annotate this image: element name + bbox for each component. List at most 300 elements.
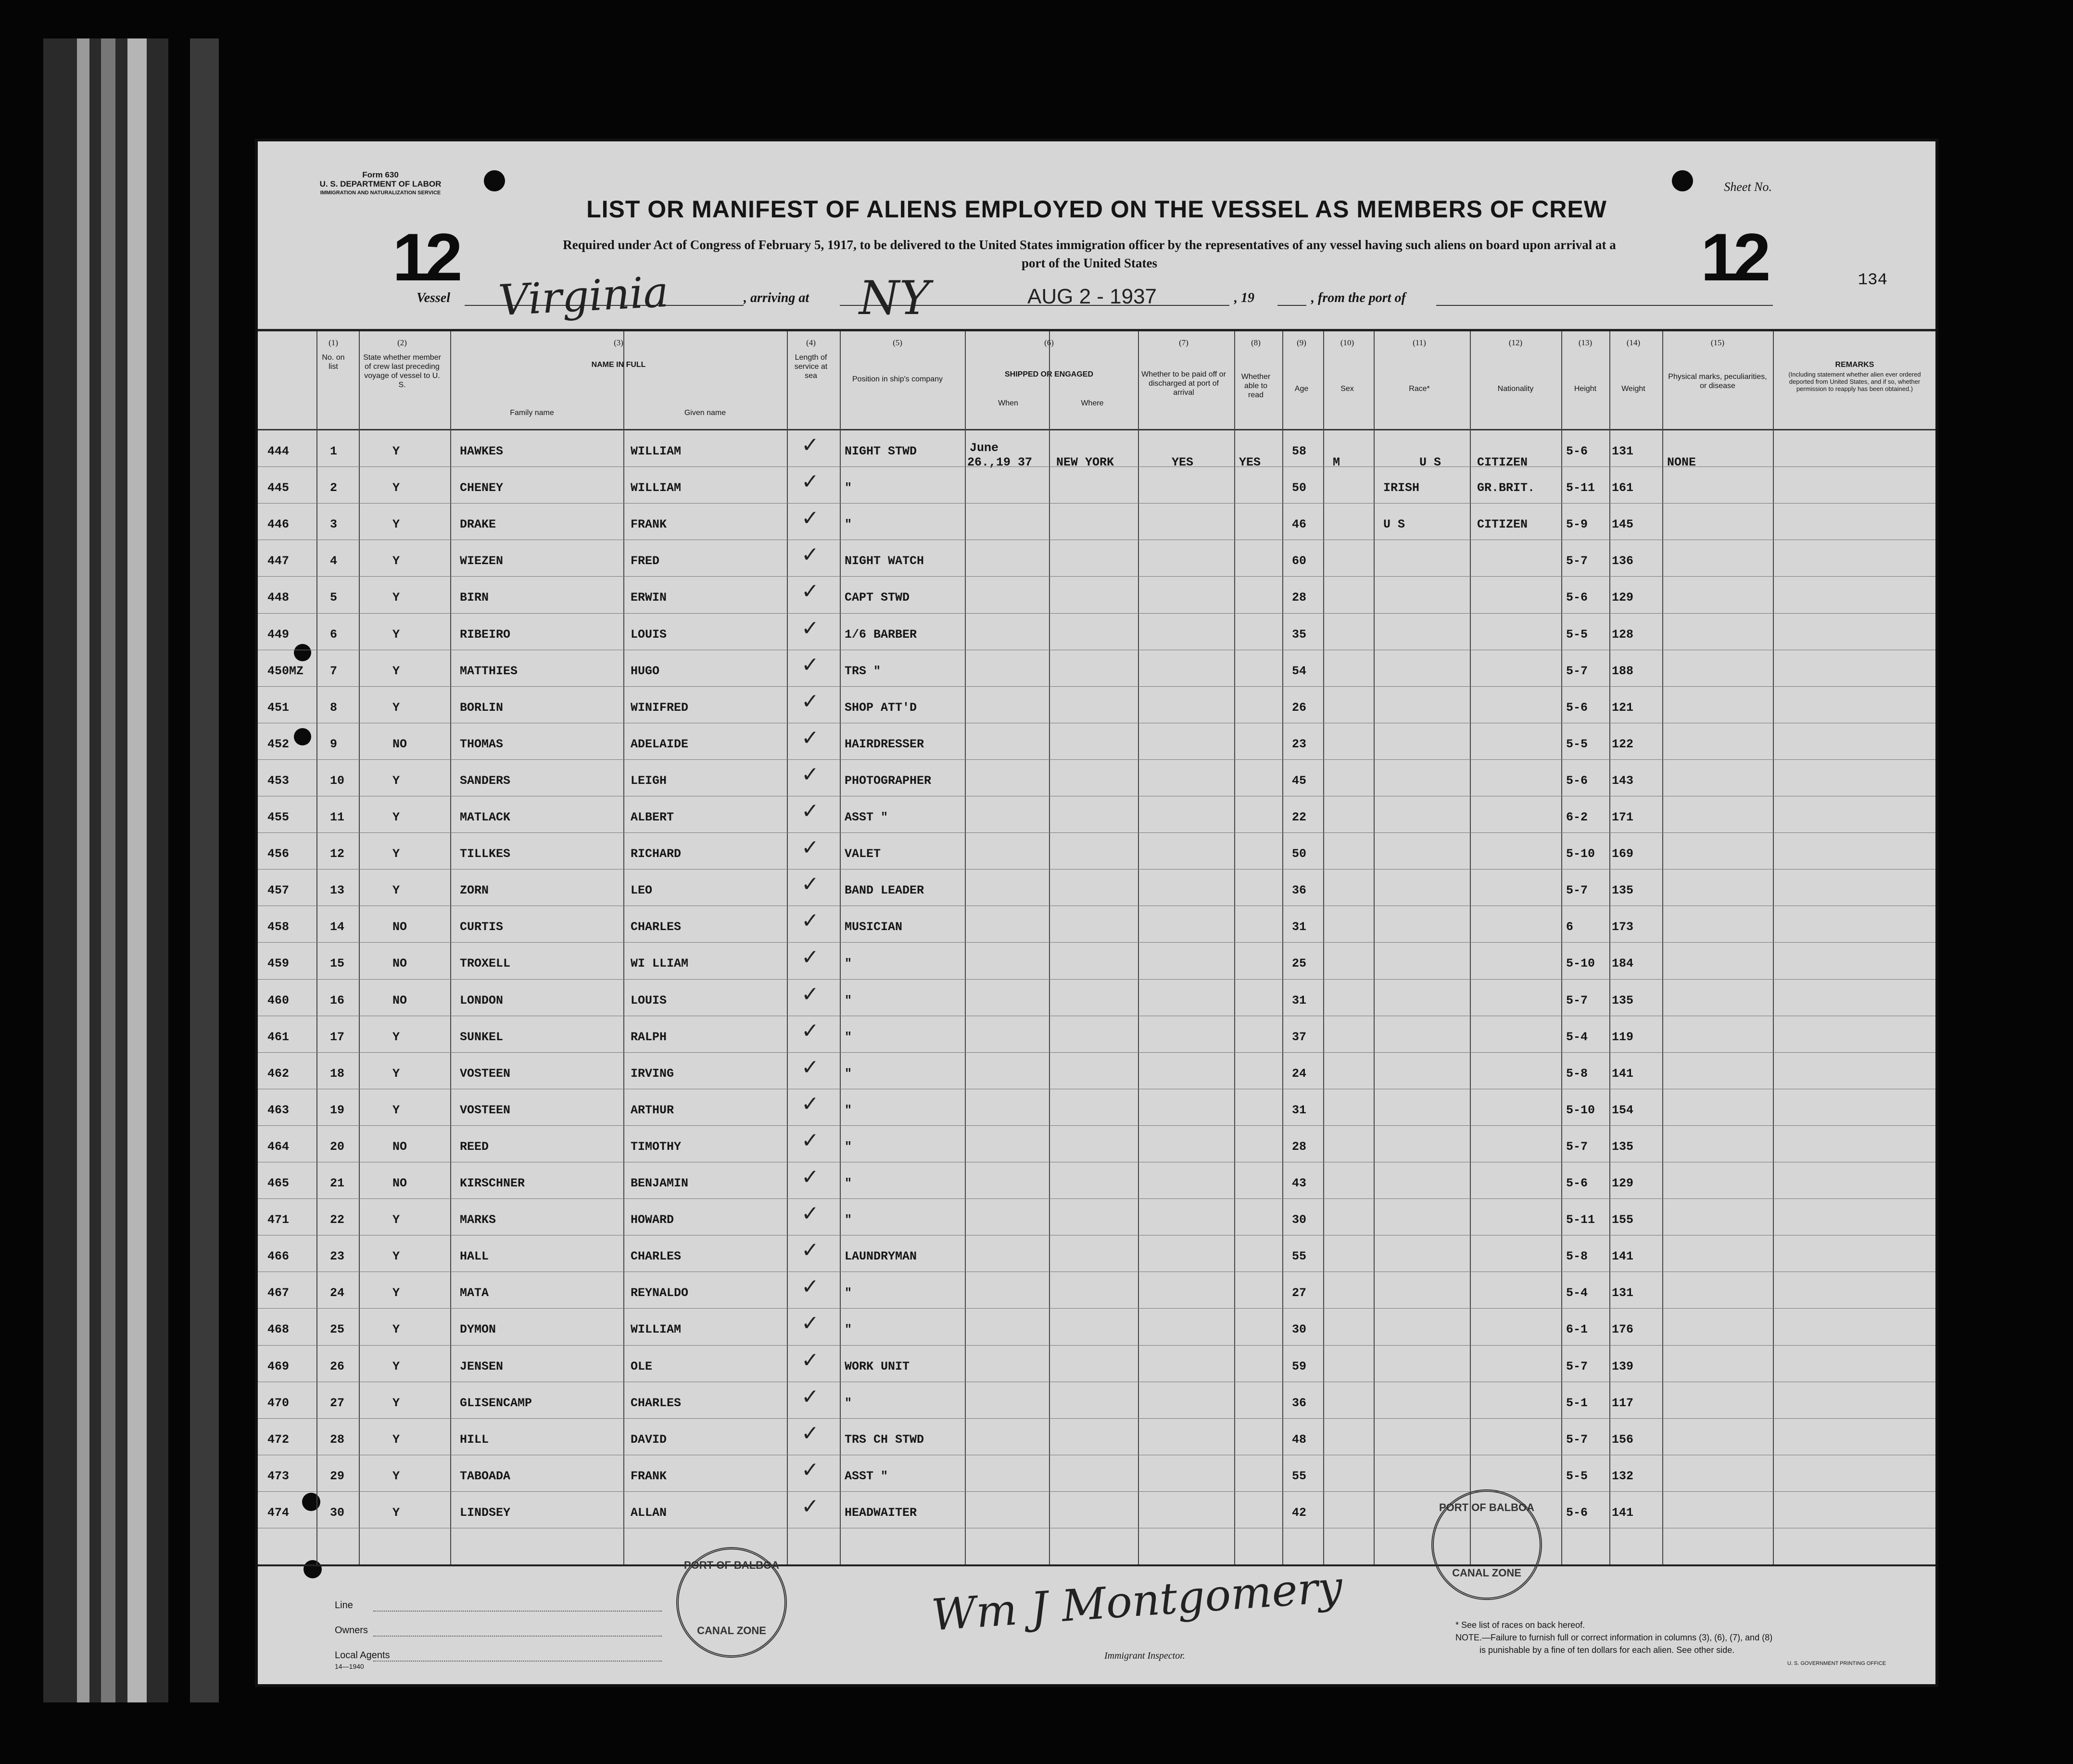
row-family-name: KIRSCHNER <box>460 1176 525 1190</box>
row-ref-number: 469 <box>267 1359 290 1373</box>
row-age: 31 <box>1292 1103 1307 1117</box>
inspector-label: Immigrant Inspector. <box>1104 1651 1185 1661</box>
form-number: Form 630 <box>362 170 399 179</box>
col-num-5: (5) <box>893 338 902 347</box>
row-number: 28 <box>330 1432 345 1447</box>
penalty-note-2: is punishable by a fine of ten dollars for each alien. See other side. <box>1479 1645 1735 1655</box>
crew-manifest-table <box>258 329 1935 1566</box>
penalty-note-1: NOTE.—Failure to furnish full or correct information in columns (3), (6), (7), and (8) <box>1455 1633 1773 1642</box>
row-family-name: ZORN <box>460 883 489 898</box>
row-position: HEADWAITER <box>845 1505 917 1520</box>
length-service-tick: ✓ <box>801 1201 819 1226</box>
date-underline <box>1027 305 1229 306</box>
row-age: 43 <box>1292 1176 1307 1190</box>
owners-label: Owners <box>335 1625 368 1636</box>
row-family-name: THOMAS <box>460 737 504 751</box>
row-age: 46 <box>1292 517 1307 532</box>
table-row <box>258 1162 1935 1198</box>
row-position: SHOP ATT'D <box>845 700 917 715</box>
arriving-label: , arriving at <box>744 290 809 305</box>
table-row <box>258 1491 1935 1527</box>
row-ref-number: 451 <box>267 700 290 715</box>
table-row <box>258 650 1935 686</box>
col-num-8: (8) <box>1251 338 1261 347</box>
row-position: TRS " <box>845 664 881 678</box>
length-service-tick: ✓ <box>801 799 819 823</box>
row-weight: 171 <box>1612 810 1634 824</box>
service-name: IMMIGRATION AND NATURALIZATION SERVICE <box>320 190 441 196</box>
row-age: 24 <box>1292 1066 1307 1081</box>
inspector-signature: Wm J Montgomery <box>930 1562 1344 1641</box>
col-num-1: (1) <box>329 338 338 347</box>
row-position: " <box>845 1030 852 1044</box>
row-height: 5-10 <box>1566 1103 1595 1117</box>
row-state: Y <box>392 664 400 678</box>
row-state: Y <box>392 810 400 824</box>
table-row <box>258 942 1935 978</box>
form-header-block <box>316 170 445 198</box>
row-number: 19 <box>330 1103 345 1117</box>
row-family-name: DRAKE <box>460 517 496 532</box>
row-number: 9 <box>330 737 338 751</box>
row-position: PHOTOGRAPHER <box>845 773 932 788</box>
table-row <box>258 1089 1935 1125</box>
row-ref-number: 453 <box>267 773 290 788</box>
row-number: 21 <box>330 1176 345 1190</box>
row-state: Y <box>392 1469 400 1483</box>
row-weight: 155 <box>1612 1213 1634 1227</box>
row-age: 55 <box>1292 1249 1307 1264</box>
table-row <box>258 869 1935 905</box>
row-state: Y <box>392 1249 400 1264</box>
row-number: 22 <box>330 1213 345 1227</box>
row-number: 20 <box>330 1139 345 1154</box>
row-ref-number: 474 <box>267 1505 290 1520</box>
row-state: Y <box>392 1359 400 1373</box>
row-given-name: FRANK <box>631 517 667 532</box>
row-ref-number: 470 <box>267 1396 290 1410</box>
row-weight: 169 <box>1612 847 1634 861</box>
row-weight: 131 <box>1612 444 1634 458</box>
row-position: CAPT STWD <box>845 591 910 605</box>
table-row <box>258 1016 1935 1052</box>
row-state: Y <box>392 1323 400 1337</box>
row-ref-number: 464 <box>267 1139 290 1154</box>
length-service-tick: ✓ <box>801 433 819 457</box>
row-position: " <box>845 1213 852 1227</box>
row-ref-number: 446 <box>267 517 290 532</box>
row-family-name: DYMON <box>460 1323 496 1337</box>
header-nationality: Nationality <box>1497 385 1534 393</box>
length-service-tick: ✓ <box>801 945 819 970</box>
row-ref-number: 472 <box>267 1432 290 1447</box>
length-service-tick: ✓ <box>801 652 819 677</box>
row-position: " <box>845 1103 852 1117</box>
row-age: 54 <box>1292 664 1307 678</box>
row-family-name: SANDERS <box>460 773 511 788</box>
col-num-14: (14) <box>1626 338 1641 347</box>
length-service-tick: ✓ <box>801 872 819 897</box>
length-service-tick: ✓ <box>801 506 819 531</box>
row-nationality: CITIZEN <box>1477 517 1528 532</box>
table-row <box>258 686 1935 722</box>
table-row <box>258 1345 1935 1381</box>
from-port-label: , from the port of <box>1311 290 1406 305</box>
row-given-name: ALBERT <box>631 810 674 824</box>
row-ref-number: 458 <box>267 920 290 934</box>
row-number: 30 <box>330 1505 345 1520</box>
row-given-name: LEO <box>631 883 653 898</box>
row-ref-number: 456 <box>267 847 290 861</box>
row-number: 18 <box>330 1066 345 1081</box>
row-number: 8 <box>330 700 338 715</box>
row-weight: 122 <box>1612 737 1634 751</box>
table-row <box>258 1308 1935 1344</box>
from-port-underline <box>1436 305 1773 306</box>
table-row <box>258 1198 1935 1235</box>
length-service-tick: ✓ <box>801 1494 819 1519</box>
table-row <box>258 430 1935 466</box>
requirement-text <box>311 236 1868 272</box>
row-number: 6 <box>330 627 338 642</box>
races-note: * See list of races on back hereof. <box>1455 1620 1585 1630</box>
row-position: MUSICIAN <box>845 920 903 934</box>
row-state: Y <box>392 517 400 532</box>
row-state: Y <box>392 1030 400 1044</box>
length-service-tick: ✓ <box>801 1384 819 1409</box>
sheet-number-label: Sheet No. <box>1724 180 1772 194</box>
row-family-name: TABOADA <box>460 1469 511 1483</box>
length-service-tick: ✓ <box>801 469 819 494</box>
row-state: Y <box>392 481 400 495</box>
row-ref-number: 459 <box>267 957 290 971</box>
row-position: ASST " <box>845 810 888 824</box>
row-ref-number: 447 <box>267 554 290 568</box>
row-position: VALET <box>845 847 881 861</box>
row-given-name: LOUIS <box>631 993 667 1008</box>
row-position: " <box>845 957 852 971</box>
row-height: 5-10 <box>1566 847 1595 861</box>
col-num-10: (10) <box>1340 338 1354 347</box>
col-num-2: (2) <box>397 338 407 347</box>
row-height: 5-6 <box>1566 1176 1588 1190</box>
length-service-tick: ✓ <box>801 616 819 641</box>
table-row <box>258 540 1935 576</box>
row-weight: 121 <box>1612 700 1634 715</box>
row-weight: 131 <box>1612 1286 1634 1300</box>
length-service-tick: ✓ <box>801 1348 819 1373</box>
row-family-name: HILL <box>460 1432 489 1447</box>
table-row <box>258 1418 1935 1454</box>
header-remarks: REMARKS <box>1835 361 1874 369</box>
row-number: 16 <box>330 993 345 1008</box>
row-given-name: REYNALDO <box>631 1286 689 1300</box>
header-weight: Weight <box>1621 385 1645 393</box>
header-physical-marks: Physical marks, peculiarities, or disease <box>1668 373 1767 390</box>
printer-mark: U. S. GOVERNMENT PRINTING OFFICE <box>1787 1661 1886 1666</box>
row-family-name: HALL <box>460 1249 489 1264</box>
row-age: 50 <box>1292 847 1307 861</box>
when-date-line1: June <box>970 441 999 455</box>
row-number: 3 <box>330 517 338 532</box>
row-family-name: BIRN <box>460 591 489 605</box>
row-age: 28 <box>1292 591 1307 605</box>
row-weight: 141 <box>1612 1066 1634 1081</box>
row-number: 25 <box>330 1323 345 1337</box>
row-weight: 117 <box>1612 1396 1634 1410</box>
row-weight: 173 <box>1612 920 1634 934</box>
row-given-name: DAVID <box>631 1432 667 1447</box>
row-given-name: ERWIN <box>631 591 667 605</box>
row-ref-number: 448 <box>267 591 290 605</box>
col-num-12: (12) <box>1508 338 1523 347</box>
row-height: 5-7 <box>1566 993 1588 1008</box>
row-state: Y <box>392 554 400 568</box>
row-age: 45 <box>1292 773 1307 788</box>
film-strip <box>101 38 115 1702</box>
row-ref-number: 466 <box>267 1249 290 1264</box>
nationality-value: CITIZEN <box>1477 455 1528 469</box>
row-family-name: SUNKEL <box>460 1030 504 1044</box>
row-weight: 188 <box>1612 664 1634 678</box>
row-weight: 129 <box>1612 591 1634 605</box>
row-number: 14 <box>330 920 345 934</box>
row-weight: 136 <box>1612 554 1634 568</box>
header-state-whether: State whether member of crew last preceding voyage of vessel to U. S. <box>363 353 441 389</box>
row-ref-number: 462 <box>267 1066 290 1081</box>
row-position: NIGHT STWD <box>845 444 917 458</box>
length-service-tick: ✓ <box>801 542 819 567</box>
row-age: 50 <box>1292 481 1307 495</box>
table-row <box>258 1125 1935 1161</box>
seal-left-bottom-text: CANAL ZONE <box>697 1625 766 1637</box>
row-given-name: HUGO <box>631 664 660 678</box>
row-height: 5-7 <box>1566 1139 1588 1154</box>
row-ref-number: 468 <box>267 1323 290 1337</box>
row-given-name: RICHARD <box>631 847 682 861</box>
row-weight: 176 <box>1612 1323 1634 1337</box>
row-height: 5-8 <box>1566 1249 1588 1264</box>
row-height: 5-1 <box>1566 1396 1588 1410</box>
row-ref-number: 461 <box>267 1030 290 1044</box>
length-service-tick: ✓ <box>801 982 819 1007</box>
table-row <box>258 1382 1935 1418</box>
page-title: LIST OR MANIFEST OF ALIENS EMPLOYED ON THE VESSEL AS MEMBERS OF CREW <box>586 196 1607 223</box>
physical-marks-value: NONE <box>1667 455 1696 469</box>
row-height: 5-6 <box>1566 773 1588 788</box>
header-given-name: Given name <box>684 409 726 417</box>
row-position: LAUNDRYMAN <box>845 1249 917 1264</box>
row-state: Y <box>392 883 400 898</box>
row-given-name: HOWARD <box>631 1213 674 1227</box>
row-number: 23 <box>330 1249 345 1264</box>
length-service-tick: ✓ <box>801 579 819 604</box>
row-position: " <box>845 1139 852 1154</box>
row-age: 27 <box>1292 1286 1307 1300</box>
year-label: , 19 <box>1234 290 1254 305</box>
row-weight: 135 <box>1612 883 1634 898</box>
header-position: Position in ship's company <box>852 375 943 383</box>
header-paid-off: Whether to be paid off or discharged at port of arrival <box>1141 370 1226 397</box>
row-family-name: TILLKES <box>460 847 511 861</box>
year-underline <box>1277 305 1306 306</box>
row-ref-number: 450MZ <box>267 664 304 678</box>
row-age: 55 <box>1292 1469 1307 1483</box>
row-number: 26 <box>330 1359 345 1373</box>
row-number: 7 <box>330 664 338 678</box>
port-seal-left <box>676 1547 787 1658</box>
row-age: 25 <box>1292 957 1307 971</box>
header-name-in-full: NAME IN FULL <box>591 361 646 369</box>
row-height: 5-6 <box>1566 591 1588 605</box>
row-given-name: LOUIS <box>631 627 667 642</box>
row-number: 27 <box>330 1396 345 1410</box>
film-strip <box>77 38 89 1702</box>
row-race: IRISH <box>1383 481 1420 495</box>
row-position: ASST " <box>845 1469 888 1483</box>
row-weight: 184 <box>1612 957 1634 971</box>
row-position: BAND LEADER <box>845 883 924 898</box>
length-service-tick: ✓ <box>801 1091 819 1116</box>
vessel-label: Vessel <box>417 290 450 305</box>
row-number: 2 <box>330 481 338 495</box>
row-given-name: FRANK <box>631 1469 667 1483</box>
row-state: NO <box>392 1176 407 1190</box>
row-weight: 135 <box>1612 993 1634 1008</box>
row-height: 5-5 <box>1566 737 1588 751</box>
row-ref-number: 449 <box>267 627 290 642</box>
form-code: 14—1940 <box>335 1663 364 1670</box>
row-weight: 154 <box>1612 1103 1634 1117</box>
row-number: 4 <box>330 554 338 568</box>
table-row <box>258 832 1935 869</box>
row-given-name: CHARLES <box>631 920 682 934</box>
row-family-name: REED <box>460 1139 489 1154</box>
row-family-name: HAWKES <box>460 444 504 458</box>
row-state: Y <box>392 591 400 605</box>
where-port: NEW YORK <box>1056 455 1114 469</box>
row-weight: 143 <box>1612 773 1634 788</box>
row-weight: 139 <box>1612 1359 1634 1373</box>
row-family-name: LINDSEY <box>460 1505 511 1520</box>
row-height: 5-7 <box>1566 1359 1588 1373</box>
header-length-service: Length of service at sea <box>794 353 828 380</box>
row-age: 35 <box>1292 627 1307 642</box>
header-when: When <box>998 399 1018 407</box>
arriving-port: NY <box>859 271 930 325</box>
row-ref-number: 460 <box>267 993 290 1008</box>
row-weight: 145 <box>1612 517 1634 532</box>
row-number: 10 <box>330 773 345 788</box>
row-given-name: BENJAMIN <box>631 1176 689 1190</box>
row-height: 5-10 <box>1566 957 1595 971</box>
row-family-name: MATTHIES <box>460 664 518 678</box>
row-number: 11 <box>330 810 345 824</box>
seal-right-top-text: PORT OF BALBOA <box>1439 1501 1534 1513</box>
row-height: 5-4 <box>1566 1030 1588 1044</box>
port-seal-right <box>1431 1489 1542 1600</box>
row-ref-number: 455 <box>267 810 290 824</box>
row-family-name: TROXELL <box>460 957 511 971</box>
length-service-tick: ✓ <box>801 1421 819 1446</box>
row-weight: 119 <box>1612 1030 1634 1044</box>
row-age: 31 <box>1292 920 1307 934</box>
row-state: NO <box>392 737 407 751</box>
row-state: Y <box>392 1213 400 1227</box>
col-num-4: (4) <box>806 338 816 347</box>
row-state: Y <box>392 1103 400 1117</box>
row-nationality: GR.BRIT. <box>1477 481 1535 495</box>
row-family-name: WIEZEN <box>460 554 504 568</box>
row-state: Y <box>392 1286 400 1300</box>
row-state: Y <box>392 627 400 642</box>
row-age: 37 <box>1292 1030 1307 1044</box>
length-service-tick: ✓ <box>801 1311 819 1336</box>
table-row <box>258 906 1935 942</box>
header-race: Race* <box>1409 385 1430 393</box>
row-weight: 141 <box>1612 1249 1634 1264</box>
row-age: 36 <box>1292 1396 1307 1410</box>
col-num-7: (7) <box>1179 338 1188 347</box>
row-position: TRS CH STWD <box>845 1432 924 1447</box>
table-row <box>258 796 1935 832</box>
punch-hole <box>1672 170 1693 191</box>
row-number: 5 <box>330 591 338 605</box>
table-row <box>258 466 1935 503</box>
row-age: 28 <box>1292 1139 1307 1154</box>
row-age: 30 <box>1292 1323 1307 1337</box>
length-service-tick: ✓ <box>801 908 819 933</box>
row-weight: 156 <box>1612 1432 1634 1447</box>
row-number: 12 <box>330 847 345 861</box>
local-agents-label: Local Agents <box>335 1650 390 1661</box>
row-state: Y <box>392 1432 400 1447</box>
row-family-name: CHENEY <box>460 481 504 495</box>
row-height: 5-6 <box>1566 1505 1588 1520</box>
length-service-tick: ✓ <box>801 1274 819 1299</box>
row-ref-number: 465 <box>267 1176 290 1190</box>
row-position: NIGHT WATCH <box>845 554 924 568</box>
requirement-line-2: port of the United States <box>1022 256 1157 270</box>
header-able-read: Whether able to read <box>1241 373 1271 399</box>
sheet-stamp-left: 12 <box>392 219 458 295</box>
row-given-name: WILLIAM <box>631 444 682 458</box>
row-height: 6-2 <box>1566 810 1588 824</box>
row-given-name: WILLIAM <box>631 1323 682 1337</box>
row-state: Y <box>392 700 400 715</box>
table-row <box>258 1052 1935 1088</box>
row-age: 48 <box>1292 1432 1307 1447</box>
row-position: " <box>845 1286 852 1300</box>
row-state: NO <box>392 1139 407 1154</box>
film-strip <box>190 38 219 1702</box>
row-weight: 135 <box>1612 1139 1634 1154</box>
department-name: U. S. DEPARTMENT OF LABOR <box>319 179 442 189</box>
row-family-name: VOSTEEN <box>460 1066 511 1081</box>
row-given-name: LEIGH <box>631 773 667 788</box>
row-height: 5-11 <box>1566 481 1595 495</box>
header-age: Age <box>1294 385 1309 393</box>
row-race: U S <box>1383 517 1405 532</box>
row-family-name: CURTIS <box>460 920 504 934</box>
row-given-name: RALPH <box>631 1030 667 1044</box>
seal-left-top-text: PORT OF BALBOA <box>684 1559 779 1571</box>
when-date-line2: 26.,19 37 <box>967 455 1033 469</box>
agents-underline <box>373 1661 662 1662</box>
col-num-9: (9) <box>1297 338 1306 347</box>
length-service-tick: ✓ <box>801 725 819 750</box>
row-position: " <box>845 517 852 532</box>
